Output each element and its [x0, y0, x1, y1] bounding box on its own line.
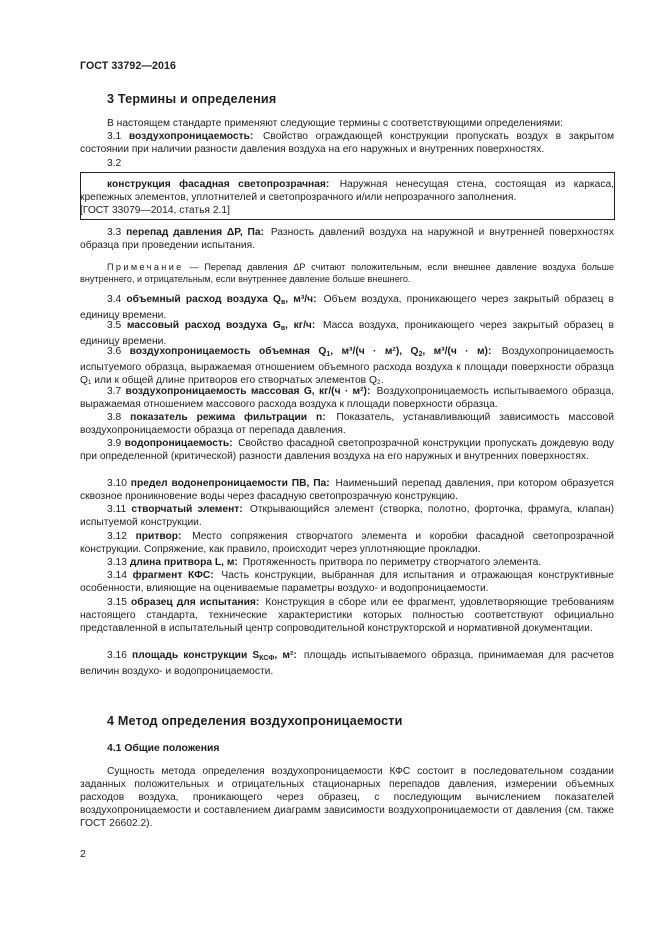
- term-definition: Открывающийся элемент (створка, полотно, форточка, фрамуга, клапан) испытуемой конструкции.: [80, 504, 614, 529]
- term-3-8: [80, 411, 614, 437]
- term-number: 3.16: [107, 650, 127, 661]
- term-name: створчатый элемент:: [131, 504, 243, 515]
- term-unit: , м²:: [274, 650, 297, 661]
- term-name: площадь конструкции S: [132, 650, 260, 661]
- term-name: воздухопроницаемость объемная Q: [129, 346, 327, 357]
- term-unit: , м³/(ч · м):: [422, 346, 492, 357]
- term-number: 3.8: [107, 412, 122, 423]
- term-definition: Свойство ограждающей конструкции пропускать воздух в закрытом состоянии при наличии разности давления воздуха на его наружных и внутренних поверхностях.: [80, 131, 614, 156]
- term-name: воздухопроницаемость:: [128, 131, 254, 142]
- term-number: 3.13: [107, 557, 127, 568]
- term-name: образец для испытания:: [131, 597, 260, 608]
- section-3-title: 3 Термины и определения: [107, 92, 277, 106]
- note-block: [80, 261, 614, 285]
- term-name: притвор:: [135, 531, 182, 542]
- term-number: 3.15: [107, 597, 127, 608]
- term-subscript: КСФ: [259, 655, 275, 662]
- term-definition: Разность давлений воздуха на наружной и внутренней поверхностях образца при проведении испытания.: [80, 227, 614, 252]
- term-name: водопроницаемость:: [124, 438, 233, 449]
- term-number: 3.9: [107, 438, 122, 449]
- section-4-1-text: Сущность метода определения воздухопроницаемости КФС состоит в последовательном создании заданных положительных и отрицательных стационарных перепадов давления, измерении объемных расходов воздуха, проникающего через образец, с последующим вычислением показателей воздухопроницаемости и составлением диаграмм зависимости воздухопроницаемости от давления (см. также ГОСТ 26602.2).: [80, 766, 614, 830]
- term-3-3: [80, 226, 614, 252]
- term-definition: Часть конструкции, выбранная для испытания и отражающая конструктивные особенности, влияющие на оцениваемые параметры воздухо- и водопроницаемости.: [80, 570, 614, 595]
- note-label: Примечание: [107, 262, 184, 272]
- term-number: 3.4: [107, 294, 122, 305]
- term-name: фрагмент КФС:: [132, 570, 214, 581]
- term-3-2-number: 3.2: [107, 158, 122, 169]
- term-number: 3.14: [107, 570, 127, 581]
- term-name: перепад давления ΔP, Па:: [126, 227, 264, 238]
- term-number: 3.6: [107, 346, 122, 357]
- subsection-4-1-title: 4.1 Общие положения: [107, 743, 220, 754]
- term-number: 3.3: [107, 227, 122, 238]
- standard-header: ГОСТ 33792—2016: [80, 60, 177, 72]
- term-definition: Наименьший перепад давления, при котором образуется сквозное проникновение воды через фасадную светопрозрачную конструкцию.: [80, 478, 614, 503]
- term-definition: Протяженность притвора по периметру створчатого элемента.: [242, 557, 542, 568]
- term-definition: Масса воздуха, проникающего через закрытый образец в единицу времени.: [80, 320, 614, 348]
- term-3-2: [80, 178, 614, 217]
- term-3-10: [80, 477, 614, 503]
- term-3-9: [80, 437, 614, 463]
- term-definition: Показатель, устанавливающий зависимость массовой воздухопроницаемости образца от перепада давления.: [80, 412, 614, 437]
- term-definition: Воздухопроницаемость испытываемого образца, выражаемая отношением массового расхода воздуха к площади поверхности образца.: [80, 386, 614, 411]
- term-name: конструкция фасадная светопрозрачная:: [107, 179, 330, 190]
- term-definition: площадь испытываемого образца, принимаемая для расчетов величин воздухо- и водопроницаемости.: [80, 650, 615, 678]
- term-subscript: в: [280, 299, 286, 306]
- term-definition: Объем воздуха, проникающего через закрытый образец в единицу времени.: [80, 294, 614, 322]
- term-subscript: 1: [326, 351, 331, 358]
- term-3-13: [80, 556, 614, 569]
- term-name-mid: , м³/(ч · м²), Q: [330, 346, 419, 357]
- intro-text: В настоящем стандарте применяют следующие термины с соответствующими определениями:: [107, 118, 563, 129]
- term-name: массовый расход воздуха G: [126, 320, 281, 331]
- term-3-16: [80, 649, 614, 678]
- term-3-12: [80, 530, 614, 556]
- term-name: объемный расход воздуха Q: [126, 294, 281, 305]
- term-number: 3.1: [107, 131, 122, 142]
- term-name: предел водонепроницаемости ПВ, Па:: [130, 478, 330, 489]
- term-3-14: [80, 569, 614, 595]
- page-number: 2: [80, 848, 86, 860]
- term-3-7: [80, 385, 614, 411]
- term-subscript: в: [280, 325, 286, 332]
- section-4-title: 4 Метод определения воздухопроницаемости: [107, 714, 403, 728]
- term-unit: , м³/ч:: [285, 294, 317, 305]
- term-3-11: [80, 503, 614, 529]
- term-subscript: 2: [418, 351, 423, 358]
- term-3-5: [80, 319, 614, 348]
- term-definition: Место сопряжения створчатого элемента и коробки фасадной светопрозрачной конструкции. Сопряжение, как правило, происходит через уплотняющие прокладки.: [80, 531, 615, 556]
- term-3-4: [80, 293, 614, 322]
- term-number: 3.7: [107, 386, 122, 397]
- term-3-6: [80, 345, 614, 387]
- term-definition: Воздухопроницаемость испытуемого образца, выражаемая отношением объемного расхода воздуха к площади поверхности образца Q₁ или к общей длине притворов его створчатых элементов Q₂.: [80, 346, 614, 387]
- term-name: воздухопроницаемость массовая G, кг/(ч · м²):: [125, 386, 371, 397]
- term-3-15: [80, 596, 614, 635]
- term-definition: Конструкция в сборе или ее фрагмент, удовлетворяющие требованиям настоящего стандарта, технические характеристики которых полностью соответствуют официально представленной в испытательный центр сопроводительной конструкторской и нормативной документации.: [80, 597, 615, 635]
- term-number: 3.10: [107, 478, 127, 489]
- term-number: 3.5: [107, 320, 122, 331]
- term-3-1: [80, 130, 614, 156]
- term-unit: , кг/ч:: [285, 320, 316, 331]
- term-number: 3.12: [107, 531, 127, 542]
- term-definition: Свойство фасадной светопрозрачной конструкции пропускать дождевую воду при определенной (критической) разности давления воздуха на его наружных и внутренних поверхностях.: [80, 438, 614, 463]
- term-name: длина притвора L, м:: [129, 557, 238, 568]
- term-definition: Наружная ненесущая стена, состоящая из каркаса, крепежных элементов, уплотнителей и светопрозрачного и/или непрозрачного заполнения.: [80, 179, 614, 204]
- note-text: — Перепад давления ΔP считают положительным, если внешнее давление воздуха больше внутреннего, и отрицательным, если внутреннее давление больше внешнего.: [80, 262, 614, 284]
- term-reference: [ГОСТ 33079—2014, статья 2.1]: [80, 205, 230, 217]
- term-name: показатель режима фильтрации n:: [130, 412, 326, 423]
- term-number: 3.11: [107, 504, 127, 515]
